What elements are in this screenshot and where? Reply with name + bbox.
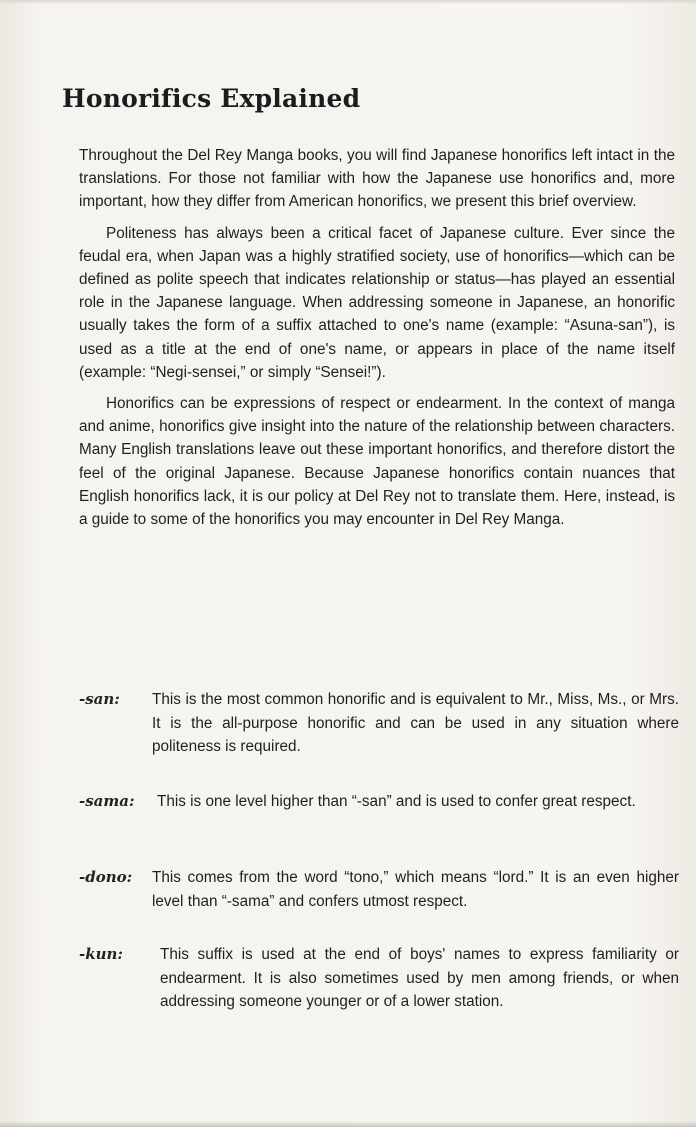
paragraph-overview: Throughout the Del Rey Manga books, you will find Japanese honorifics left intact in the translations. For those not familiar with how the Japanese use honorifics and, more important, how they differ from American honorifics, we present this brief overview. (79, 147, 675, 211)
term-definition: This comes from the word “tono,” which means “lord.” It is an even higher level than “-sama” and confers utmost respect. (152, 869, 679, 910)
term-label: -sama: (79, 792, 135, 810)
term-san (79, 688, 679, 759)
term-definition: This is one level higher than “-san” and is used to confer great respect. (157, 793, 636, 810)
term-sama (79, 790, 679, 814)
term-definition: This suffix is used at the end of boys' names to express familiarity or endearment. It is also sometimes used by men among friends, or when addressing someone younger or of a lower station. (160, 946, 679, 1010)
page-bottom-edge (0, 1121, 696, 1127)
term-label: -san: (79, 690, 120, 708)
term-dono (79, 866, 679, 913)
intro-text (79, 144, 675, 539)
page-title: Honorifics Explained (62, 84, 361, 113)
page-top-edge (0, 0, 696, 4)
term-label: -dono: (79, 868, 133, 886)
paragraph-respect: Honorifics can be expressions of respect or endearment. In the context of manga and anime, honorifics give insight into the nature of the relationship between characters. Many English translations leave out these important honorifics, and therefore distort the feel of the original Japanese. Because Japanese honorifics contain nuances that English honorifics lack, it is our policy at Del Rey not to translate them. Here, instead, is a guide to some of the honorifics you may encounter in Del Rey Manga. (79, 395, 675, 529)
paragraph-politeness: Politeness has always been a critical facet of Japanese culture. Ever since the feudal era, when Japan was a highly stratified society, use of honorifics—which can be defined as polite speech that indicates relationship or status—has played an essential role in the Japanese language. When addressing someone in Japanese, an honorific usually takes the form of a suffix attached to one's name (example: “Asuna-san”), is used as a title at the end of one's name, or appears in place of the name itself (example: “Negi-sensei,” or simply “Sensei!”). (79, 224, 675, 381)
term-label: -kun: (79, 945, 123, 963)
term-definition: This is the most common honorific and is equivalent to Mr., Miss, Ms., or Mrs. It is the all-purpose honorific and can be used in any situation where politeness is required. (152, 691, 679, 755)
term-kun (79, 943, 679, 1014)
